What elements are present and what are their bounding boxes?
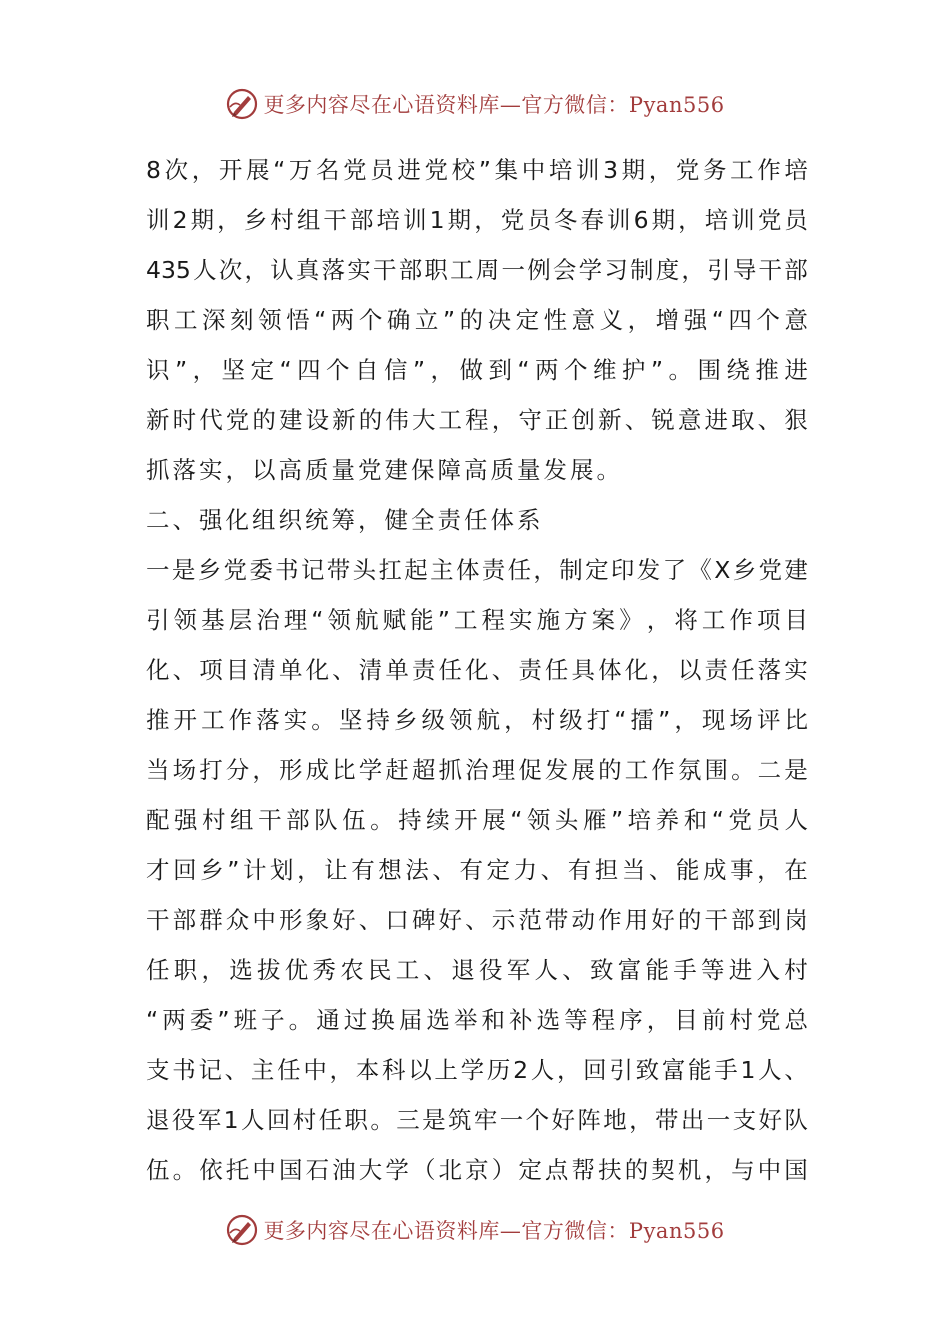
body-line: 8 次 ， 开 展 “ 万 名 党 员 进 党 校 ” 集 中 培 训 3 期 ， 党 务 工 作 培 bbox=[146, 156, 808, 184]
header-banner bbox=[0, 84, 950, 124]
body-line: 职 工 深 刻 领 悟 “ 两 个 确 立 ” 的 决 定 性 意 义 ， 增 强 “ 四 个 意 bbox=[146, 306, 808, 334]
body-line: 推 开 工 作 落 实 。 坚 持 乡 级 领 航 ， 村 级 打 “ 擂 ” ， 现 场 评 比 bbox=[146, 706, 808, 734]
pen-logo-icon bbox=[225, 87, 259, 121]
body-line: 当 场 打 分 ， 形 成 比 学 赶 超 抓 治 理 促 发 展 的 工 作 氛 围 。 二 是 bbox=[146, 756, 808, 784]
header-banner-text: 更多内容尽在心语资料库—官方微信：Pyan556 bbox=[263, 93, 725, 117]
body-line: 一 是 乡 党 委 书 记 带 头 扛 起 主 体 责 任 ， 制 定 印 发 了 《 X 乡 党 建 bbox=[146, 556, 808, 584]
pen-logo-icon bbox=[225, 1213, 259, 1247]
body-line: 化 、 项 目 清 单 化 、 清 单 责 任 化 、 责 任 具 体 化 ， 以 责 任 落 实 bbox=[146, 656, 808, 684]
body-line: 训 2 期 ， 乡 村 组 干 部 培 训 1 期 ， 党 员 冬 春 训 6 期 ， 培 训 党 员 bbox=[146, 206, 808, 234]
body-line: 新 时 代 党 的 建 设 新 的 伟 大 工 程 ， 守 正 创 新 、 锐 意 进 取 、 狠 bbox=[146, 406, 808, 434]
document-body bbox=[146, 145, 808, 1195]
body-line: 退 役 军 1 人 回 村 任 职 。 三 是 筑 牢 一 个 好 阵 地 ， 带 出 一 支 好 队 bbox=[146, 1106, 808, 1134]
body-line: 435 人 次 ， 认 真 落 实 干 部 职 工 周 一 例 会 学 习 制 度 ， 引 导 干 部 bbox=[146, 256, 808, 284]
body-line: 引 领 基 层 治 理 “ 领 航 赋 能 ” 工 程 实 施 方 案 》 ， 将 工 作 项 目 bbox=[146, 606, 808, 634]
footer-banner bbox=[0, 1210, 950, 1250]
body-line: 支 书 记 、 主 任 中 ， 本 科 以 上 学 历 2 人 ， 回 引 致 富 能 手 1 人 、 bbox=[146, 1056, 808, 1084]
section-heading: 二、强化组织统筹，健全责任体系 bbox=[146, 506, 544, 534]
footer-banner-text: 更多内容尽在心语资料库—官方微信：Pyan556 bbox=[263, 1219, 725, 1243]
body-line: 抓落实，以高质量党建保障高质量发展。 bbox=[146, 456, 623, 484]
body-line: 配 强 村 组 干 部 队 伍 。 持 续 开 展 “ 领 头 雁 ” 培 养 和 “ 党 员 人 bbox=[146, 806, 808, 834]
body-line: 识 ” ， 坚 定 “ 四 个 自 信 ” ， 做 到 “ 两 个 维 护 ” 。 围 绕 推 进 bbox=[146, 356, 808, 384]
body-line: 任 职 ， 选 拔 优 秀 农 民 工 、 退 役 军 人 、 致 富 能 手 等 进 入 村 bbox=[146, 956, 808, 984]
body-line: 伍 。 依 托 中 国 石 油 大 学 （ 北 京 ） 定 点 帮 扶 的 契 机 ， 与 中 国 bbox=[146, 1156, 808, 1184]
body-line: 干 部 群 众 中 形 象 好 、 口 碑 好 、 示 范 带 动 作 用 好 的 干 部 到 岗 bbox=[146, 906, 808, 934]
body-line: “ 两 委 ” 班 子 。 通 过 换 届 选 举 和 补 选 等 程 序 ， 目 前 村 党 总 bbox=[146, 1006, 808, 1034]
body-line: 才 回 乡 ” 计 划 ， 让 有 想 法 、 有 定 力 、 有 担 当 、 能 成 事 ， 在 bbox=[146, 856, 808, 884]
